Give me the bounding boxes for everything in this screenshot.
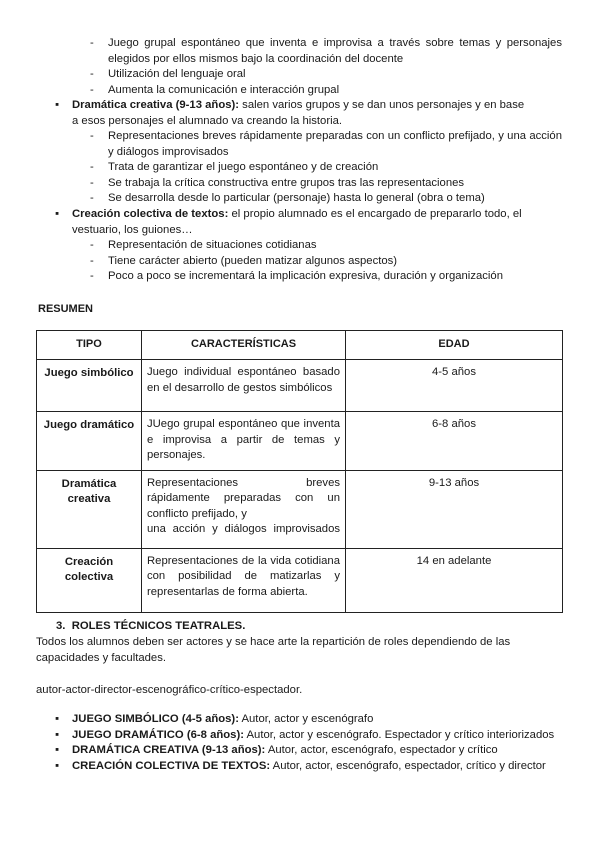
section-title: ROLES TÉCNICOS TEATRALES.	[71, 620, 246, 632]
cell-caracteristicas: JUego grupal espontáneo que inventa e improvisa a partir de temas y personajes.	[142, 412, 346, 471]
header-caracteristicas: CARACTERÍSTICAS	[142, 331, 346, 360]
role-label: CREACIÓN COLECTIVA DE TEXTOS:	[72, 759, 271, 772]
sublist-item: - Juego grupal espontáneo que inventa e improvisa a través sobre temas y personajes elegidos por ellos mismos bajo la coordinación del docente	[0, 36, 600, 67]
header-tipo: TIPO	[37, 331, 142, 360]
cell-caracteristicas: Juego individual espontáneo basado en el desarrollo de gestos simbólicos	[142, 360, 346, 412]
section-number: 3.	[56, 620, 66, 632]
role-item	[0, 728, 600, 744]
roles-sequence: autor-actor-director-escenográfico-crítico-espectador.	[36, 684, 303, 696]
sublist-item: - Representación de situaciones cotidianas	[0, 238, 600, 254]
cell-caracteristicas-line1: Representaciones breves rápidamente preparadas con un conflicto prefijado, y	[147, 476, 340, 520]
dramatica-label: Dramática creativa (9-13 años):	[72, 99, 240, 111]
cell-tipo: Creación colectiva	[37, 548, 142, 612]
creacion-text-1: el propio alumnado es el encargado de prepararlo todo, el	[228, 208, 522, 220]
role-label: JUEGO DRAMÁTICO (6-8 años):	[72, 728, 244, 741]
sublist-item: - Tiene carácter abierto (pueden matizar algunos aspectos)	[0, 254, 600, 270]
cell-edad: 6-8 años	[346, 412, 563, 471]
role-item	[0, 743, 600, 759]
roles-list	[0, 712, 600, 774]
role-text: Autor, actor y escenógrafo	[238, 713, 374, 725]
sublist-item: - Poco a poco se incrementará la implicación expresiva, duración y organización	[0, 269, 600, 285]
bullet-icon: ▪	[55, 713, 60, 725]
role-text: Autor, actor, escenógrafo, espectador, crítico y director	[270, 759, 546, 772]
section-3-heading	[56, 619, 245, 635]
role-label: JUEGO SIMBÓLICO (4-5 años):	[72, 713, 239, 725]
role-text: Autor, actor, escenógrafo, espectador y crítico	[265, 744, 498, 756]
bullet-icon: ▪	[55, 208, 60, 220]
dramatica-text-2: a esos personajes el alumnado va creando la historia.	[72, 114, 343, 127]
cell-caracteristicas	[142, 470, 346, 548]
sublist-item: - Representaciones breves rápidamente preparadas con un conflicto prefijado, y una acción y diálogos improvisados	[0, 129, 600, 160]
dramatica-creativa-item	[0, 98, 600, 114]
bullet-icon: ▪	[55, 759, 60, 772]
creacion-label: Creación colectiva de textos:	[72, 208, 229, 220]
cell-edad: 9-13 años	[346, 470, 563, 548]
dramatica-creativa-block	[0, 98, 600, 207]
cell-tipo: Dramática creativa	[37, 470, 142, 548]
cell-caracteristicas-line2: una acción y diálogos improvisados	[147, 523, 340, 535]
sublist-item: - Aumenta la comunicación e interacción grupal	[0, 83, 600, 99]
bullet-icon: ▪	[55, 99, 60, 111]
creacion-colectiva-block	[0, 207, 600, 285]
table-row	[37, 548, 563, 612]
table-row	[37, 360, 563, 412]
sublist-item: - Trata de garantizar el juego espontáneo y de creación	[0, 160, 600, 176]
summary-table	[36, 330, 563, 613]
bullet-icon: ▪	[55, 728, 60, 741]
role-item	[0, 759, 600, 775]
cell-tipo: Juego simbólico	[37, 360, 142, 412]
bullet-icon: ▪	[55, 744, 60, 756]
table-row	[37, 412, 563, 471]
resumen-heading: RESUMEN	[38, 303, 94, 315]
role-item	[0, 712, 600, 728]
sublist-item: - Se trabaja la crítica constructiva entre grupos tras las representaciones	[0, 176, 600, 192]
section-3-paragraph: Todos los alumnos deben ser actores y se hace arte la repartición de roles dependiendo de las capacidades y facultades.	[36, 636, 511, 664]
cell-tipo: Juego dramático	[37, 412, 142, 471]
header-edad: EDAD	[346, 331, 563, 360]
dramatica-text-1: salen varios grupos y se dan unos personajes y en base	[239, 99, 525, 111]
cell-caracteristicas: Representaciones de la vida cotidiana con posibilidad de matizarlas y representarlas de forma abierta.	[142, 548, 346, 612]
creacion-colectiva-item	[0, 207, 600, 223]
role-text: Autor, actor y escenógrafo. Espectador y crítico interiorizados	[243, 728, 555, 741]
cell-edad: 14 en adelante	[346, 548, 563, 612]
creacion-text-2: vestuario, los guiones…	[72, 223, 193, 236]
table-header-row	[37, 331, 563, 360]
sublist-item: - Utilización del lenguaje oral	[0, 67, 600, 83]
top-sublist	[0, 36, 600, 98]
table-row	[37, 470, 563, 548]
cell-edad: 4-5 años	[346, 360, 563, 412]
role-label: DRAMÁTICA CREATIVA (9-13 años):	[72, 744, 266, 756]
sublist-item: - Se desarrolla desde lo particular (personaje) hasta lo general (obra o tema)	[0, 191, 600, 207]
